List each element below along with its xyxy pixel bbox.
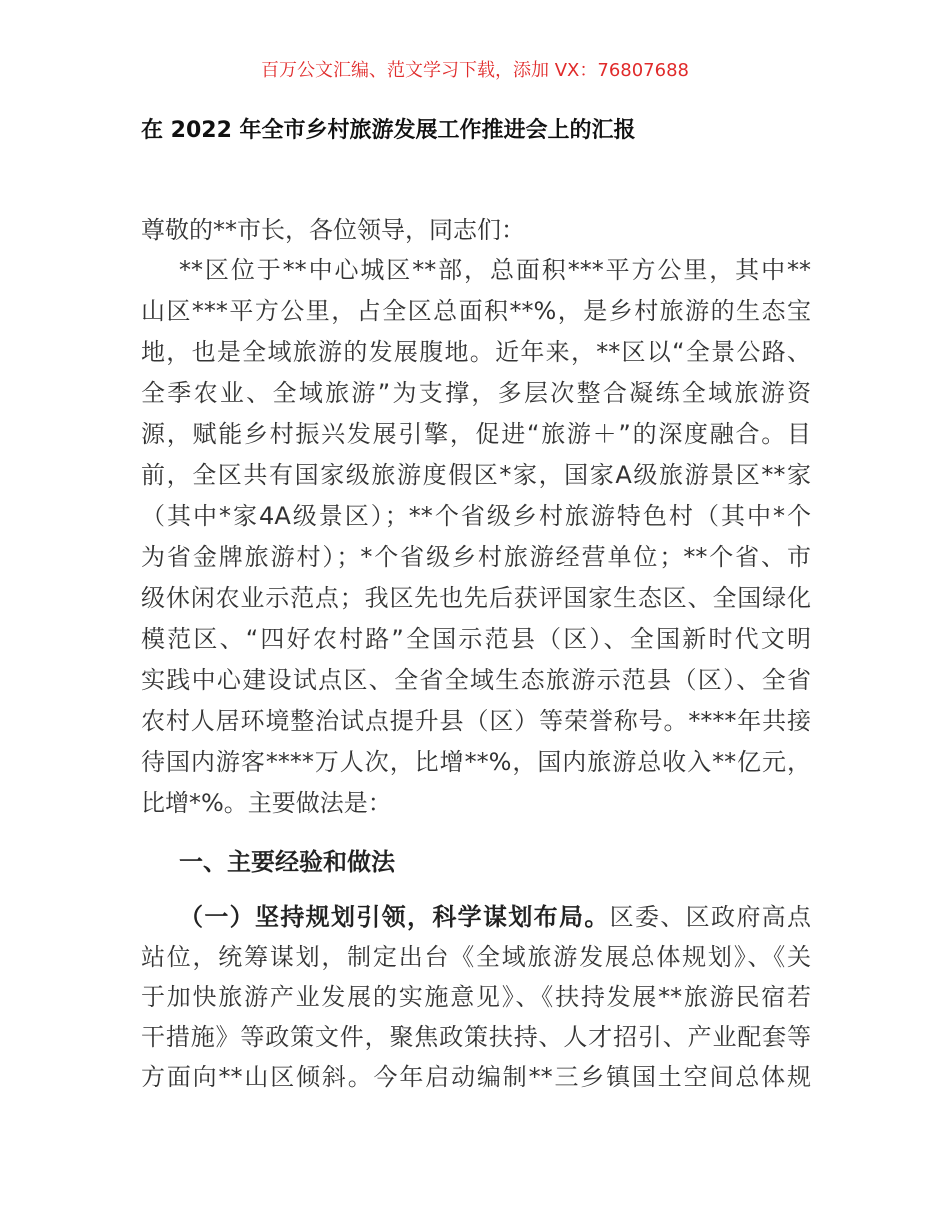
- text-line: 干措施》等政策文件，聚焦政策扶持、人才招引、产业配套等: [141, 1023, 811, 1051]
- text-line: 全季农业、全域旅游”为支撑，多层次整合凝练全域旅游资: [141, 379, 811, 407]
- text-line: **区位于**中心城区**部，总面积***平方公里，其中**: [179, 256, 811, 284]
- watermark-banner: 百万公文汇编、范文学习下载，添加 VX：76807688: [261, 60, 689, 81]
- text-line: [141, 897, 811, 937]
- text-line: 地，也是全域旅游的发展腹地。近年来，**区以“全景公路、: [141, 338, 811, 366]
- section-heading: 一、主要经验和做法: [179, 848, 395, 876]
- text-line: 待国内游客****万人次，比增**%，国内旅游总收入**亿元，: [141, 748, 811, 776]
- text-line: 站位，统筹谋划，制定出台《全域旅游发展总体规划》、《关: [141, 943, 811, 971]
- salutation-block: [141, 210, 811, 251]
- salutation: 尊敬的**市长，各位领导，同志们：: [141, 216, 525, 244]
- text-line: 实践中心建设试点区、全省全域生态旅游示范县（区）、全省: [141, 666, 811, 694]
- text-span: 区委、区政府高点: [609, 903, 812, 931]
- text-line: 方面向**山区倾斜。今年启动编制**三乡镇国土空间总体规: [141, 1063, 811, 1091]
- text-line: 为省金牌旅游村）；*个省级乡村旅游经营单位；**个省、市: [141, 543, 811, 571]
- text-line: 比增*%。主要做法是：: [141, 789, 392, 817]
- text-line: 模范区、“四好农村路”全国示范县（区）、全国新时代文明: [141, 625, 811, 653]
- text-line: （其中*家4A级景区）；**个省级乡村旅游特色村（其中*个: [141, 502, 811, 530]
- section-heading-block: [141, 842, 811, 883]
- text-line: 于加快旅游产业发展的实施意见》、《扶持发展**旅游民宿若: [141, 983, 811, 1011]
- paragraph-1: [141, 250, 811, 824]
- text-line: 级休闲农业示范点；我区先也先后获评国家生态区、全国绿化: [141, 584, 811, 612]
- document-title: 在 2022 年全市乡村旅游发展工作推进会上的汇报: [141, 118, 636, 143]
- text-line: 农村人居环境整治试点提升县（区）等荣誉称号。****年共接: [141, 707, 811, 735]
- text-line: 源，赋能乡村振兴发展引擎，促进“旅游＋”的深度融合。目: [141, 420, 811, 448]
- text-line: 山区***平方公里，占全区总面积**%，是乡村旅游的生态宝: [141, 297, 811, 325]
- subheading: （一）坚持规划引领，科学谋划布局。: [179, 903, 610, 931]
- paragraph-2: [141, 897, 811, 1097]
- text-line: 前，全区共有国家级旅游度假区*家，国家A级旅游景区**家: [141, 461, 811, 489]
